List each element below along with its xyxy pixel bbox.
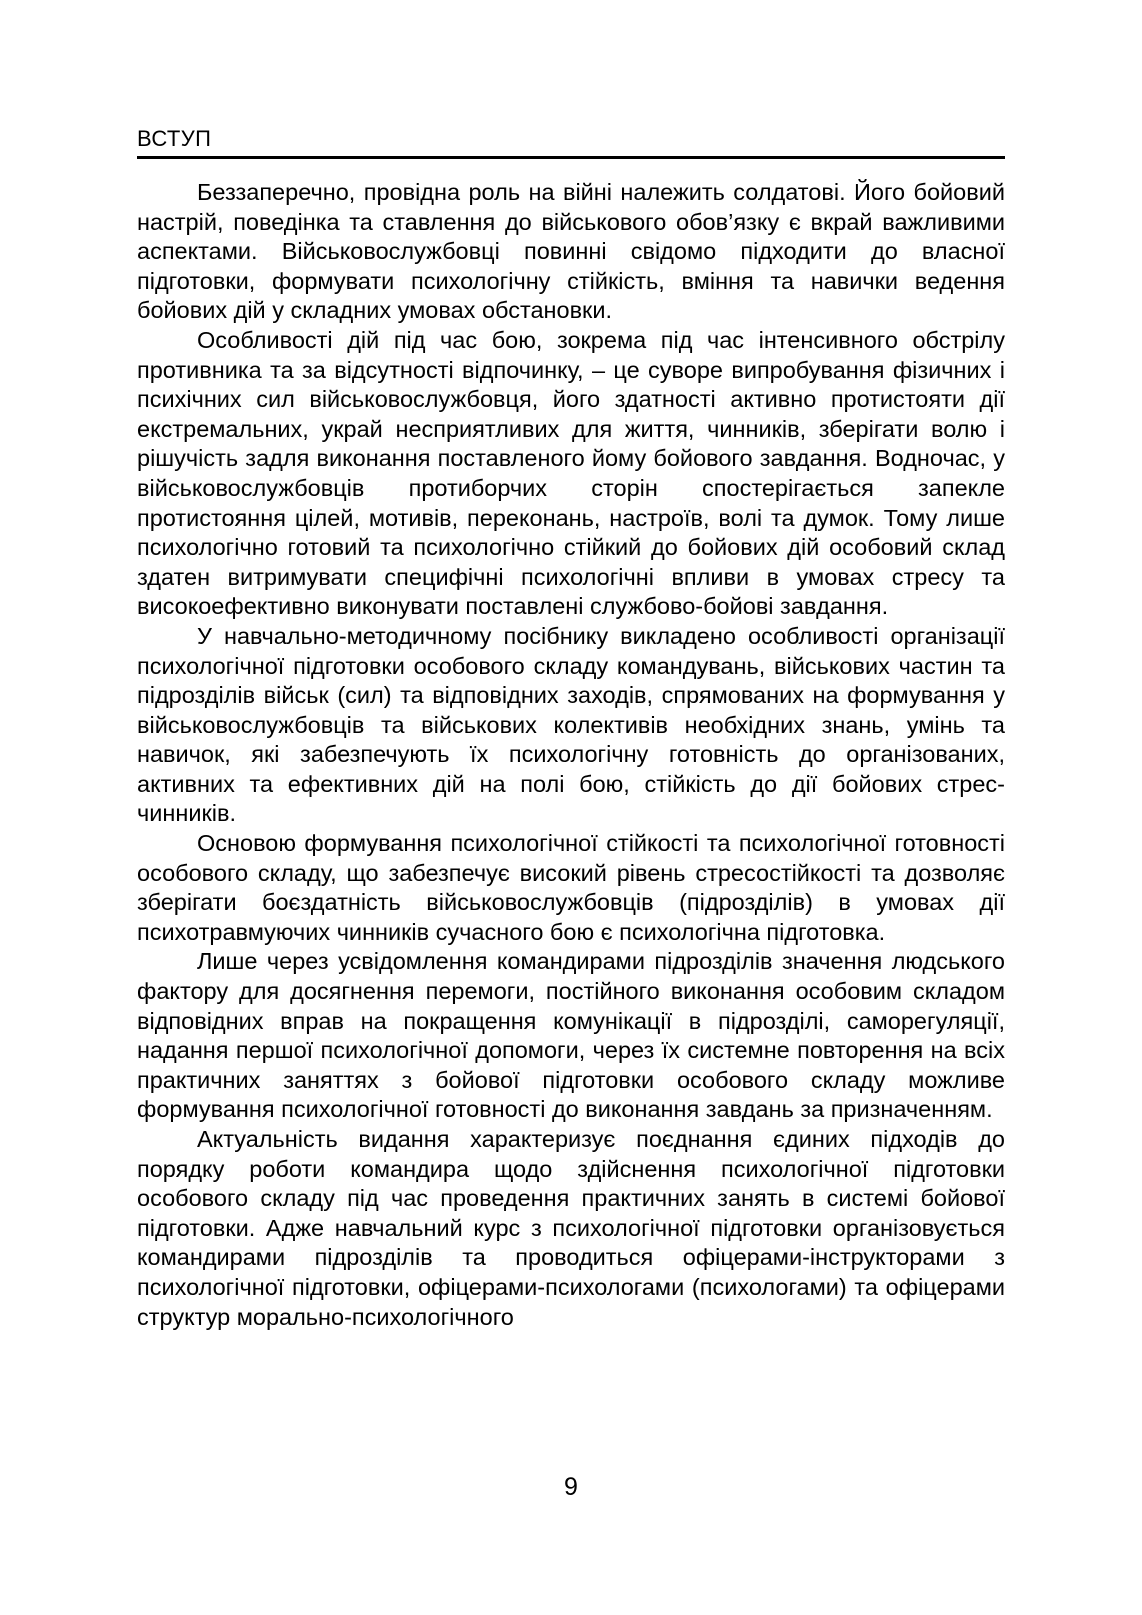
page-title: ВСТУП <box>137 126 212 151</box>
paragraph: Лише через усвідомлення командирами підрозділів значення людського фактору для досягнення перемоги, постійного виконання особовим складом відповідних вправ на покращення комунікації в підрозділі, саморегуляції, надання першої психологічної допомоги, через їх системне повторення на всіх практичних заняттях з бойової підготовки особового складу можливе формування психологічної готовності до виконання завдань за призначенням. <box>137 948 1005 1123</box>
paragraph: Основою формування психологічної стійкості та психологічної готовності особового складу, що забезпечує високий рівень стресостійкості та дозволяє зберігати боєздатність військовослужбовців (підрозділів) в умовах дії психотравмуючих чинників сучасного бою є психологічна підготовка. <box>137 830 1005 945</box>
paragraph: Актуальність видання характеризує поєднання єдиних підходів до порядку роботи командира щодо здійснення психологічної підготовки особового складу під час проведення практичних занять в системі бойової підготовки. Адже навчальний курс з психологічної підготовки організовується командирами підрозділів та проводиться офіцерами-інструкторами з психологічної підготовки, офіцерами-психологами (психологами) та офіцерами структур морально-психологічного <box>137 1126 1005 1330</box>
header-divider <box>137 156 1005 159</box>
paragraph: Особливості дій під час бою, зокрема під час інтенсивного обстрілу противника та за відсутності відпочинку, – це суворе випробування фізичних і психічних сил військовослужбовця, його здатності активно протистояти дії екстремальних, украй несприятливих для життя, чинників, зберігати волю і рішучість задля виконання поставленого йому бойового завдання. Водночас, у військовослужбовців протиборчих сторін спостерігається запекле протистояння цілей, мотивів, переконань, настроїв, волі та думок. Тому лише психологічно готовий та психологічно стійкий до бойових дій особовий склад здатен витримувати специфічні психологічні впливи в умовах стресу та високоефективно виконувати поставлені службово-бойові завдання. <box>137 326 1005 620</box>
section-header <box>137 126 1005 159</box>
page-number: 9 <box>564 1473 578 1501</box>
paragraph: Беззаперечно, провідна роль на війні належить солдатові. Його бойовий настрій, поведінка та ставлення до військового обов’язку є вкрай важливими аспектами. Військовослужбовці повинні свідомо підходити до власної підготовки, формувати психологічну стійкість, вміння та навички ведення бойових дій у складних умовах обстановки. <box>137 179 1005 324</box>
body-text-column <box>137 178 1005 1332</box>
paragraph: У навчально-методичному посібнику викладено особливості організації психологічної підготовки особового складу командувань, військових частин та підрозділів військ (сил) та відповідних заходів, спрямованих на формування у військовослужбовців та військових колективів необхідних знань, умінь та навичок, які забезпечують їх психологічну готовність до організованих, активних та ефективних дій на полі бою, стійкість до дії бойових стрес-чинників. <box>137 622 1005 827</box>
